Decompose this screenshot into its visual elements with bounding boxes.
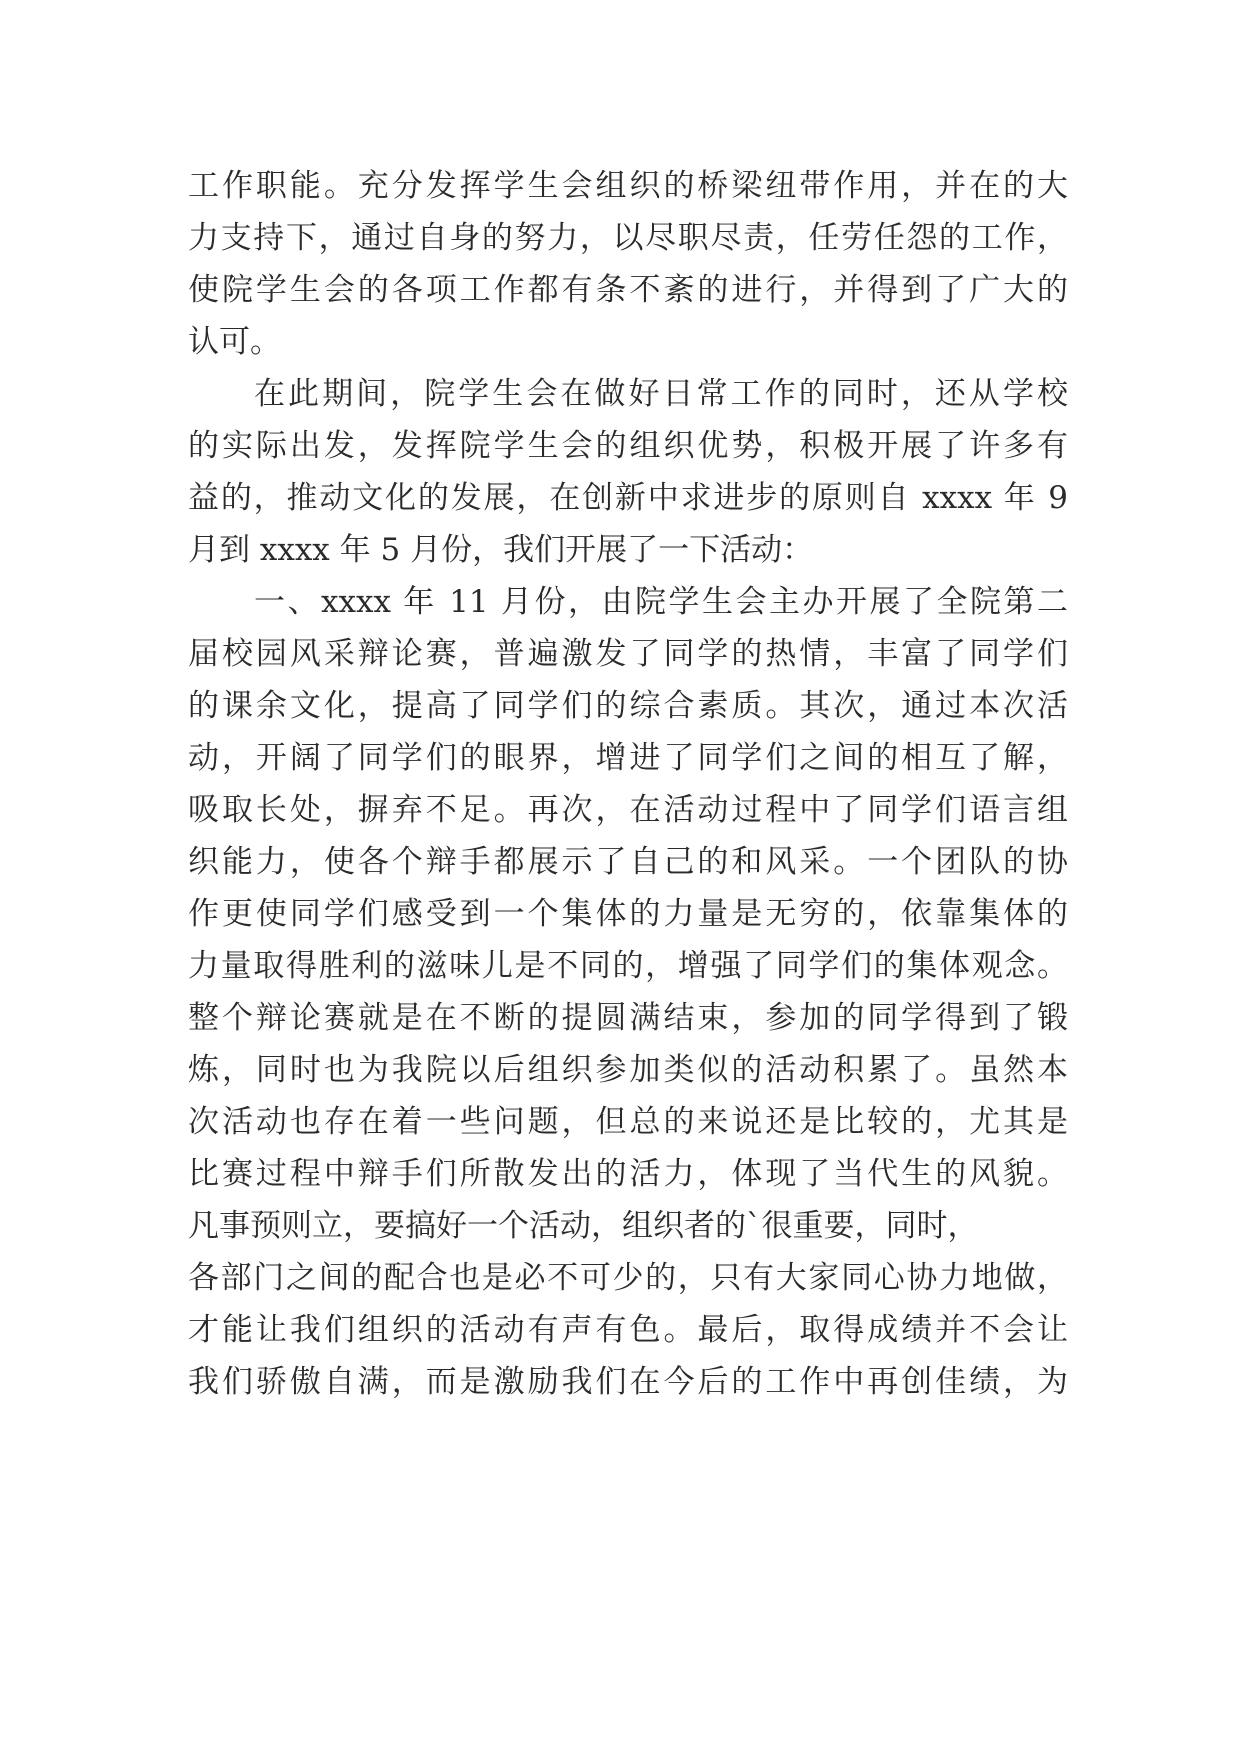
text-line: 在此期间，院学生会在做好日常工作的同时，还从学校 — [254, 376, 1068, 412]
text-line: 力支持下，通过自身的努力，以尽职尽责，任劳任怨的工作， — [188, 220, 1068, 256]
text-line: 次活动也存在着一些问题，但总的来说还是比较的，尤其是 — [188, 1104, 1068, 1140]
text-line: 炼，同时也为我院以后组织参加类似的活动积累了。虽然本 — [188, 1052, 1068, 1088]
text-line: 我们骄傲自满，而是激励我们在今后的工作中再创佳绩，为 — [188, 1364, 1068, 1400]
text-line: 的课余文化，提高了同学们的综合素质。其次，通过本次活 — [188, 688, 1068, 724]
text-line: 认可。 — [188, 324, 281, 360]
text-line: 各部门之间的配合也是必不可少的，只有大家同心协力地做， — [188, 1260, 1068, 1296]
text-line: 整个辩论赛就是在不断的提圆满结束，参加的同学得到了锻 — [188, 1000, 1068, 1036]
text-line: 作更使同学们感受到一个集体的力量是无穷的，依靠集体的 — [188, 896, 1068, 932]
paragraph — [188, 368, 1068, 576]
text-line: 力量取得胜利的滋味儿是不同的，增强了同学们的集体观念。 — [188, 948, 1068, 984]
text-line: 届校园风采辩论赛，普遍激发了同学的热情，丰富了同学们 — [188, 636, 1068, 672]
body-text — [188, 160, 1068, 1408]
text-line: 凡事预则立，要搞好一个活动，组织者的`很重要，同时， — [188, 1208, 979, 1244]
paragraph — [188, 576, 1068, 1408]
text-line: 动，开阔了同学们的眼界，增进了同学们之间的相互了解， — [188, 740, 1068, 776]
text-line: 益的，推动文化的发展，在创新中求进步的原则自 xxxx 年 9 — [188, 480, 1068, 516]
text-line: 月到 xxxx 年 5 月份，我们开展了一下活动： — [188, 532, 814, 568]
text-line: 工作职能。充分发挥学生会组织的桥梁纽带作用，并在的大 — [188, 168, 1068, 204]
text-line: 吸取长处，摒弃不足。再次，在活动过程中了同学们语言组 — [188, 792, 1068, 828]
text-line: 才能让我们组织的活动有声有色。最后，取得成绩并不会让 — [188, 1312, 1068, 1348]
text-line: 织能力，使各个辩手都展示了自己的和风采。一个团队的协 — [188, 844, 1068, 880]
text-line: 一、xxxx 年 11 月份，由院学生会主办开展了全院第二 — [254, 584, 1068, 620]
text-line: 比赛过程中辩手们所散发出的活力，体现了当代生的风貌。 — [188, 1156, 1068, 1192]
text-line: 的实际出发，发挥院学生会的组织优势，积极开展了许多有 — [188, 428, 1068, 464]
paragraph — [188, 160, 1068, 368]
text-line: 使院学生会的各项工作都有条不紊的进行，并得到了广大的 — [188, 272, 1068, 308]
